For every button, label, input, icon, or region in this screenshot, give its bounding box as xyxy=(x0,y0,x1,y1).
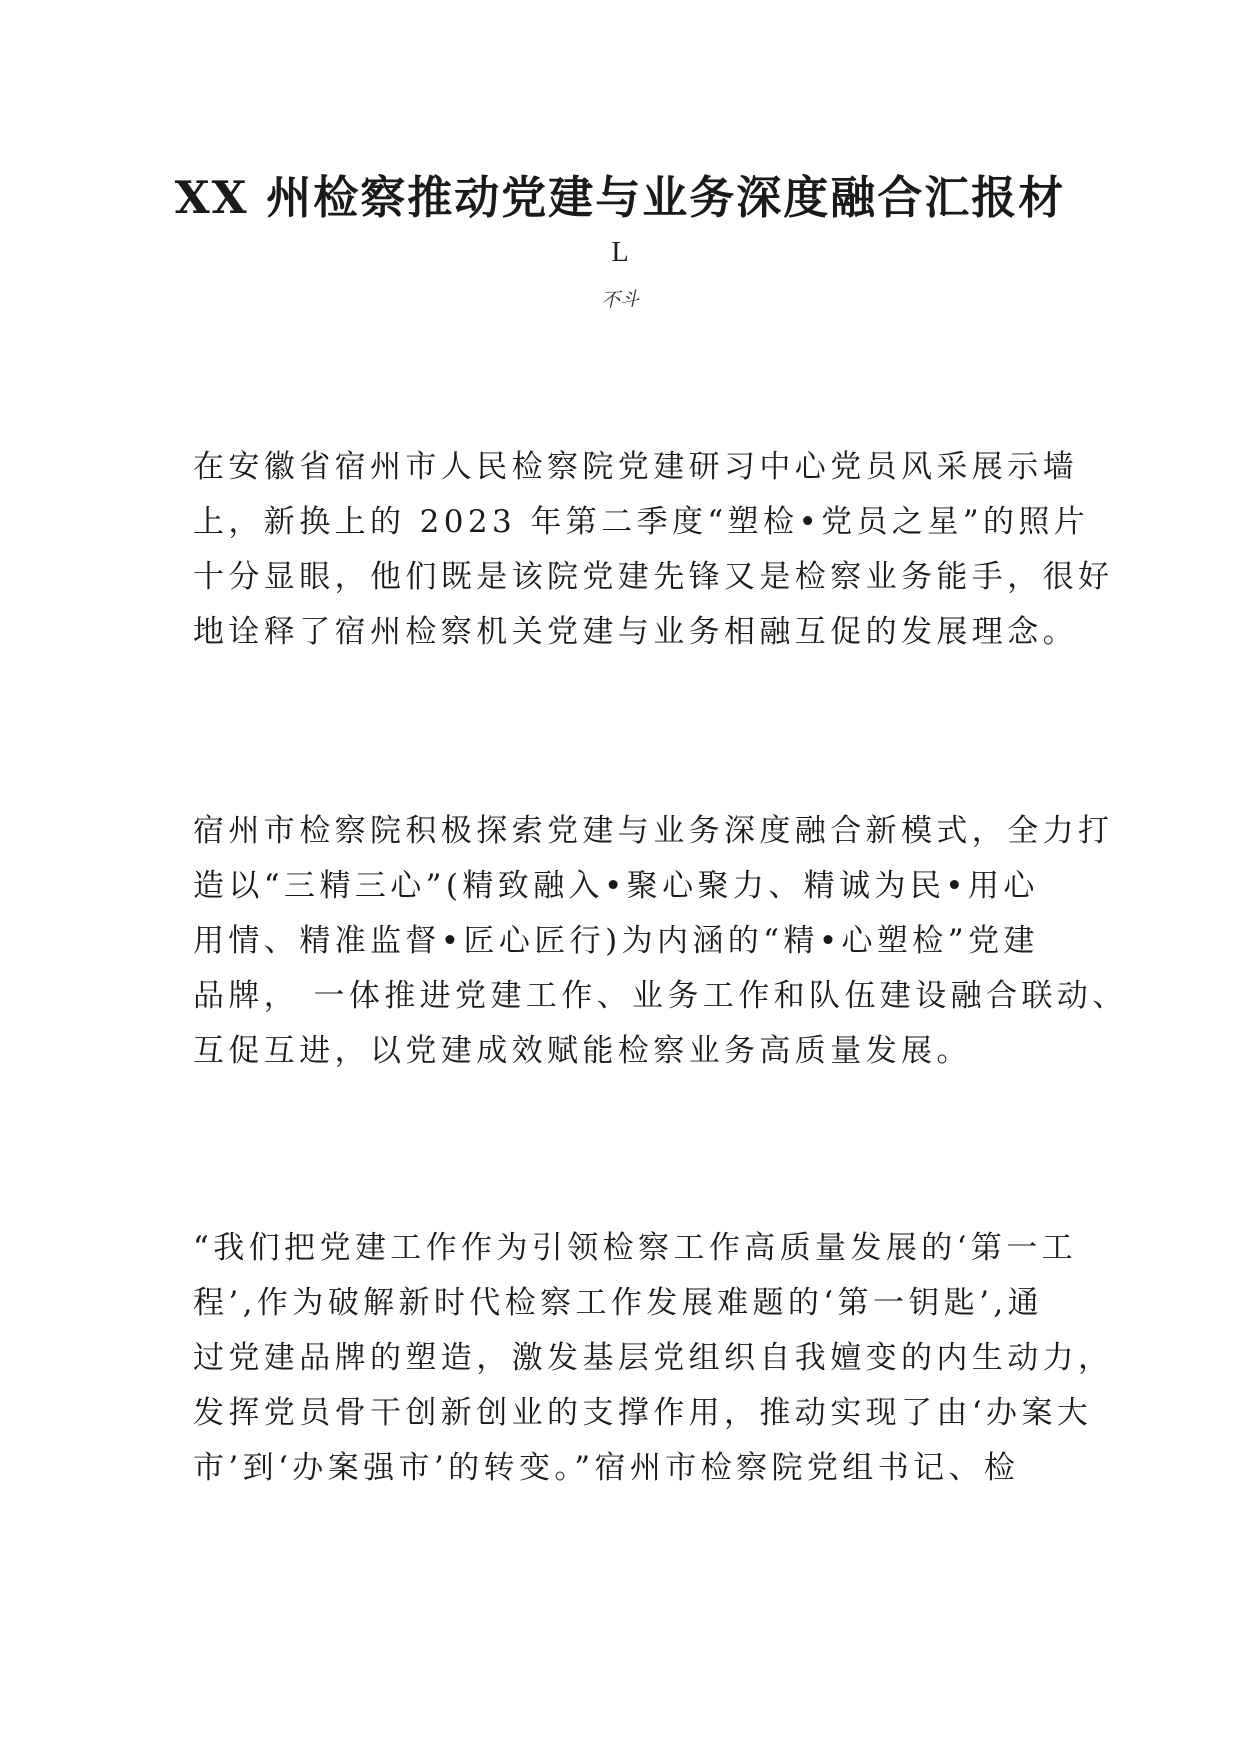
document-title-continuation: L xyxy=(611,237,629,268)
paragraph-line: 程’,作为破解新时代检察工作发展难题的‘第一钥匙’,通 xyxy=(193,1285,1044,1321)
paragraph-line: 市’到‘办案强市’的转变。”宿州市检察院党组书记、检 xyxy=(193,1450,1020,1486)
paragraph-line: 宿州市检察院积极探索党建与业务深度融合新模式，全力打 xyxy=(193,813,1114,849)
paragraph-line: 过党建品牌的塑造，激发基层党组织自我嬗变的内生动力， xyxy=(193,1340,1114,1376)
paragraph-line: 发挥党员骨干创新创业的支撑作用，推动实现了由‘办案大 xyxy=(193,1395,1093,1431)
paragraph-line: 十分显眼，他们既是该院党建先锋又是检察业务能手，很好 xyxy=(193,559,1114,595)
paragraph-3 xyxy=(193,1221,1114,1496)
document-title: XX 州检察推动党建与业务深度融合汇报材 xyxy=(174,171,1066,224)
paragraph-line: 互促互进，以党建成效赋能检察业务高质量发展。 xyxy=(193,1033,972,1069)
paragraph-line: “我们把党建工作作为引领检察工作高质量发展的‘第一工 xyxy=(193,1230,1078,1266)
paragraph-line: 品牌， 一体推进党建工作、业务工作和队伍建设融合联动、 xyxy=(193,978,1128,1014)
paragraph-2 xyxy=(193,804,1128,1079)
handwritten-mark: 不斗 xyxy=(600,288,640,312)
paragraph-line: 在安徽省宿州市人民检察院党建研习中心党员风采展示墙 xyxy=(193,449,1078,485)
paragraph-line: 地诠释了宿州检察机关党建与业务相融互促的发展理念。 xyxy=(193,614,1078,650)
paragraph-line: 用情、精准监督•匠心匠行)为内涵的“精•心塑检”党建 xyxy=(193,923,1039,959)
paragraph-line: 上，新换上的 2023 年第二季度“塑检•党员之星”的照片 xyxy=(193,504,1090,540)
paragraph-1 xyxy=(193,440,1114,660)
paragraph-line: 造以“三精三心”(精致融入•聚心聚力、精诚为民•用心 xyxy=(193,868,1039,904)
